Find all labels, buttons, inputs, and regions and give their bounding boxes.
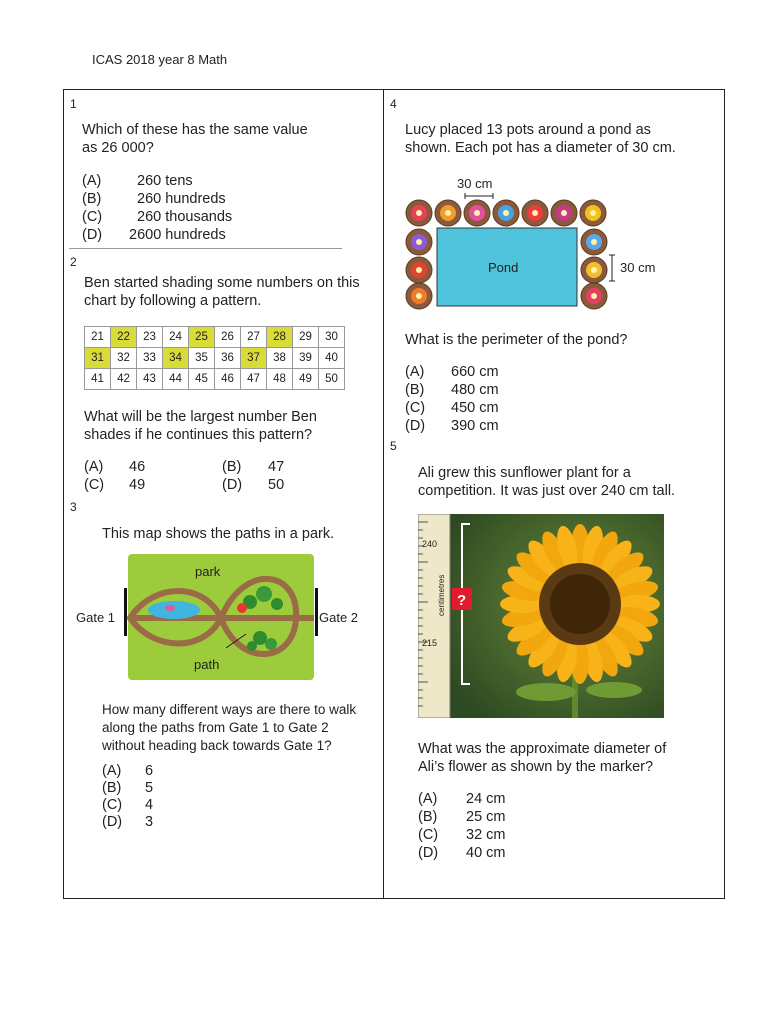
question-separator — [69, 248, 342, 249]
option-c[interactable]: (C) 32 cm — [418, 827, 506, 843]
question-5-question — [418, 740, 666, 776]
option-c[interactable]: (C) 49 — [84, 477, 146, 493]
chart-cell: 40 — [319, 348, 345, 369]
chart-row — [85, 348, 345, 369]
question-4-options — [405, 363, 499, 435]
sunflower-photo — [418, 514, 664, 718]
chart-cell: 49 — [293, 369, 319, 390]
chart-cell: 30 — [319, 327, 345, 348]
ruler-tick-215: 215 — [422, 638, 438, 648]
question-2-question-line-2: shades if he continues this pattern? — [84, 427, 313, 443]
flower-center-icon — [474, 210, 480, 216]
chart-cell: 21 — [85, 327, 111, 348]
option-b[interactable]: (B) 25 cm — [418, 809, 506, 825]
question-2-question — [84, 408, 317, 444]
question-1-text — [82, 121, 308, 157]
question-4-line-1: Lucy placed 13 pots around a pond as — [405, 122, 651, 138]
option-b[interactable]: (B) 47 — [222, 459, 285, 475]
pond-label: Pond — [488, 260, 519, 275]
option-a[interactable]: (A) 660 cm — [405, 364, 499, 380]
leaf — [586, 682, 642, 698]
flower-center-icon — [591, 239, 597, 245]
question-5-line-1: Ali grew this sunflower plant for a — [418, 465, 631, 481]
question-4-number: 4 — [390, 97, 397, 111]
chart-cell: 38 — [267, 348, 293, 369]
option-c[interactable]: (C) 450 cm — [405, 400, 499, 416]
flower-center-icon — [591, 267, 597, 273]
pond-diagram — [400, 172, 670, 312]
option-b[interactable]: (B) 5 — [102, 780, 154, 796]
option-a[interactable]: (A) 260 tens — [82, 173, 193, 189]
question-3-question-line-1: How many different ways are there to walk — [102, 702, 357, 717]
flower-center-icon — [561, 210, 567, 216]
gate-2-post — [315, 588, 318, 636]
flower-icon — [237, 603, 247, 613]
tree-icon — [271, 598, 283, 610]
flower-center-icon — [503, 210, 509, 216]
question-2-options — [84, 458, 284, 494]
option-row — [84, 458, 284, 476]
chart-cell: 27 — [241, 327, 267, 348]
option-b[interactable]: (B) 260 hundreds — [82, 191, 226, 207]
path-label: path — [194, 657, 220, 672]
option-d[interactable]: (D) 3 — [102, 814, 154, 830]
chart-cell: 48 — [267, 369, 293, 390]
chart-cell: 23 — [137, 327, 163, 348]
chart-cell: 41 — [85, 369, 111, 390]
column-divider — [383, 89, 384, 899]
chart-cell: 43 — [137, 369, 163, 390]
chart-row — [85, 327, 345, 348]
question-5-line-2: competition. It was just over 240 cm tall. — [418, 483, 676, 499]
lily-icon — [165, 605, 175, 611]
chart-cell: 24 — [163, 327, 189, 348]
chart-cell: 37 — [241, 348, 267, 369]
marker-question-mark: ? — [457, 592, 467, 609]
gate-1-label: Gate 1 — [76, 610, 116, 625]
question-3-text: This map shows the paths in a park. — [102, 526, 335, 542]
question-1-options — [82, 172, 232, 244]
chart-cell: 34 — [163, 348, 189, 369]
question-2-number: 2 — [70, 255, 77, 269]
page-header: ICAS 2018 year 8 Math — [92, 52, 228, 67]
ruler-label: centimetres — [437, 574, 446, 616]
flower-center-icon — [416, 210, 422, 216]
flower-center-icon — [532, 210, 538, 216]
chart-cell: 33 — [137, 348, 163, 369]
chart-cell: 50 — [319, 369, 345, 390]
option-d[interactable]: (D) 50 — [222, 477, 285, 493]
question-5-number: 5 — [390, 439, 397, 453]
dimension-side-label: 30 cm — [620, 260, 656, 275]
flower-center-icon — [591, 293, 597, 299]
dimension-top-label: 30 cm — [457, 176, 493, 191]
question-2-line-1: Ben started shading some numbers on this — [84, 275, 360, 291]
tree-icon — [265, 638, 277, 650]
chart-row — [85, 369, 345, 390]
question-3-question — [102, 701, 356, 755]
chart-cell: 31 — [85, 348, 111, 369]
question-4-question: What is the perimeter of the pond? — [405, 332, 628, 348]
question-2-question-line-1: What will be the largest number Ben — [84, 409, 317, 425]
question-1-line-2: as 26 000? — [82, 140, 154, 156]
chart-cell: 28 — [267, 327, 293, 348]
number-chart — [84, 326, 345, 390]
chart-cell: 42 — [111, 369, 137, 390]
gate-2-label: Gate 2 — [319, 610, 359, 625]
chart-cell: 47 — [241, 369, 267, 390]
gate-1-post — [124, 588, 127, 636]
tree-icon — [256, 586, 272, 602]
option-row — [84, 476, 284, 494]
option-a[interactable]: (A) 24 cm — [418, 791, 506, 807]
option-b[interactable]: (B) 480 cm — [405, 382, 499, 398]
chart-cell: 46 — [215, 369, 241, 390]
chart-cell: 36 — [215, 348, 241, 369]
option-a[interactable]: (A) 46 — [84, 459, 146, 475]
chart-cell: 39 — [293, 348, 319, 369]
question-5-options — [418, 790, 506, 862]
question-2-text — [84, 274, 360, 310]
chart-cell: 35 — [189, 348, 215, 369]
option-d[interactable]: (D) 390 cm — [405, 418, 499, 434]
question-5-question-line-1: What was the approximate diameter of — [418, 741, 667, 757]
question-3-options — [102, 763, 153, 831]
flower-center-icon — [416, 239, 422, 245]
question-3-question-line-2: along the paths from Gate 1 to Gate 2 — [102, 720, 329, 735]
option-c[interactable]: (C) 260 thousands — [82, 209, 233, 225]
question-2-line-2: chart by following a pattern. — [84, 293, 262, 309]
chart-cell: 29 — [293, 327, 319, 348]
option-a[interactable]: (A) 6 — [102, 763, 154, 779]
option-d[interactable]: (D) 40 cm — [418, 845, 506, 861]
tree-icon — [247, 641, 257, 651]
option-c[interactable]: (C) 4 — [102, 797, 154, 813]
question-4-line-2: shown. Each pot has a diameter of 30 cm. — [405, 140, 676, 156]
chart-cell: 25 — [189, 327, 215, 348]
flower-center-icon — [445, 210, 451, 216]
question-1-number: 1 — [70, 97, 77, 111]
chart-cell: 32 — [111, 348, 137, 369]
flower-center-icon — [416, 293, 422, 299]
question-5-question-line-2: Ali’s flower as shown by the marker? — [418, 759, 654, 775]
chart-cell: 44 — [163, 369, 189, 390]
option-d[interactable]: (D) 2600 hundreds — [82, 227, 226, 243]
question-4-text — [405, 121, 676, 157]
chart-cell: 45 — [189, 369, 215, 390]
flower-center-icon — [590, 210, 596, 216]
ruler-tick-240: 240 — [422, 539, 438, 549]
pond-icon — [148, 601, 200, 619]
question-5-text — [418, 464, 675, 500]
question-3-number: 3 — [70, 500, 77, 514]
chart-cell: 26 — [215, 327, 241, 348]
park-map — [74, 552, 374, 684]
flower-center-icon — [416, 267, 422, 273]
leaf — [516, 683, 576, 701]
question-1-line-1: Which of these has the same value — [82, 122, 308, 138]
park-label: park — [195, 564, 221, 579]
question-3-question-line-3: without heading back towards Gate 1? — [102, 738, 332, 753]
chart-cell: 22 — [111, 327, 137, 348]
sunflower-center-inner — [550, 574, 610, 634]
